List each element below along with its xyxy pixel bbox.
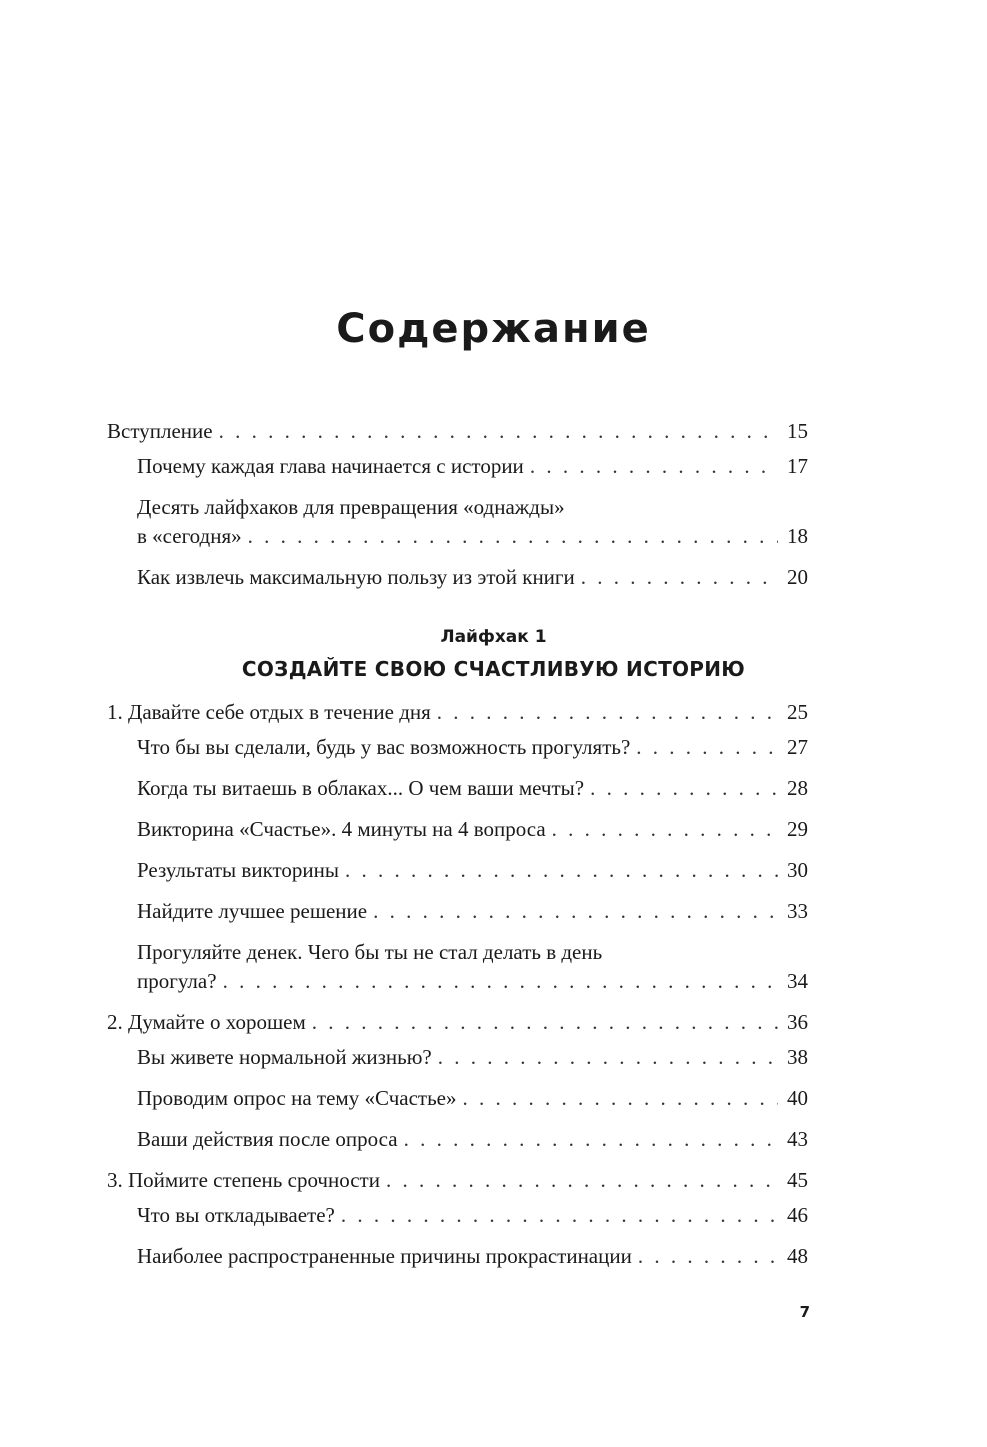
toc-entry-label: Найдите лучшее решение bbox=[137, 899, 368, 923]
toc-entry[interactable] bbox=[137, 773, 808, 803]
toc-entry-label-line1: Прогуляйте денек. Чего бы ты не стал делать в день bbox=[137, 940, 603, 964]
toc-chapter-1[interactable] bbox=[107, 697, 808, 727]
toc-entry-label: 1. Давайте себе отдых в течение дня bbox=[107, 700, 431, 724]
toc-entry-label: Вы живете нормальной жизнью? bbox=[137, 1045, 432, 1069]
section-title: СОЗДАЙТЕ СВОЮ СЧАСТЛИВУЮ ИСТОРИЮ bbox=[241, 657, 746, 681]
page-title: Содержание bbox=[336, 306, 651, 352]
toc-entry-label: 3. Поймите степень срочности bbox=[107, 1168, 380, 1192]
dot-leader bbox=[223, 966, 778, 996]
dot-leader bbox=[248, 521, 778, 551]
toc-page-number: 33 bbox=[787, 899, 808, 923]
toc-page-number: 43 bbox=[787, 1127, 808, 1151]
toc-entry-label: Проводим опрос на тему «Счастье» bbox=[137, 1086, 457, 1110]
toc-chapter-2[interactable] bbox=[107, 1007, 808, 1037]
toc-entry-label: Как извлечь максимальную пользу из этой книги bbox=[137, 565, 575, 589]
toc-page-number: 20 bbox=[787, 565, 808, 589]
toc-entry-label: Почему каждая глава начинается с истории bbox=[137, 454, 524, 478]
toc-page-number: 17 bbox=[787, 454, 808, 478]
toc-entry-label: Результаты викторины bbox=[137, 858, 339, 882]
dot-leader bbox=[590, 773, 778, 803]
dot-leader bbox=[373, 896, 778, 926]
toc-entry[interactable] bbox=[137, 732, 808, 762]
dot-leader bbox=[345, 855, 778, 885]
toc-entry-label: Что бы вы сделали, будь у вас возможность прогулять? bbox=[137, 735, 631, 759]
toc-page-number: 28 bbox=[787, 776, 808, 800]
toc-entry-label: Ваши действия после опроса bbox=[137, 1127, 398, 1151]
section-label: Лайфхак 1 bbox=[440, 627, 547, 647]
toc-entry-label: Что вы откладываете? bbox=[137, 1203, 335, 1227]
dot-leader bbox=[462, 1083, 778, 1113]
dot-leader bbox=[638, 1241, 778, 1271]
toc-page-number: 48 bbox=[787, 1244, 808, 1268]
dot-leader bbox=[581, 562, 778, 592]
toc-entry-label: прогула? bbox=[137, 969, 217, 993]
toc-entry[interactable] bbox=[137, 1083, 808, 1113]
toc-entry-label-line1: Десять лайфхаков для превращения «однажды» bbox=[137, 495, 565, 519]
toc-entry[interactable] bbox=[137, 1241, 808, 1271]
toc-page-number: 27 bbox=[787, 735, 808, 759]
toc-chapter-3[interactable] bbox=[107, 1165, 808, 1195]
toc-page-number: 36 bbox=[787, 1010, 808, 1034]
toc-page-number: 40 bbox=[787, 1086, 808, 1110]
toc-entry[interactable] bbox=[137, 1042, 808, 1072]
toc-entry-label: 2. Думайте о хорошем bbox=[107, 1010, 306, 1034]
toc-page-number: 18 bbox=[787, 524, 808, 548]
toc-page-number: 45 bbox=[787, 1168, 808, 1192]
toc-entry[interactable] bbox=[137, 1200, 808, 1230]
toc-page-number: 34 bbox=[787, 969, 808, 993]
toc-page-number: 46 bbox=[787, 1203, 808, 1227]
toc-entry[interactable] bbox=[137, 451, 808, 481]
toc-page-number: 15 bbox=[787, 419, 808, 443]
toc-page-number: 38 bbox=[787, 1045, 808, 1069]
toc-entry[interactable] bbox=[137, 896, 808, 926]
toc-entry[interactable] bbox=[137, 1124, 808, 1154]
dot-leader bbox=[552, 814, 778, 844]
dot-leader bbox=[437, 697, 778, 727]
toc-entry[interactable] bbox=[137, 966, 808, 996]
dot-leader bbox=[219, 416, 778, 446]
dot-leader bbox=[530, 451, 778, 481]
toc-entry-label: Наиболее распространенные причины прокрастинации bbox=[137, 1244, 632, 1268]
toc-entry[interactable] bbox=[137, 855, 808, 885]
toc-entry[interactable] bbox=[137, 562, 808, 592]
toc-entry-intro[interactable] bbox=[107, 416, 808, 446]
dot-leader bbox=[404, 1124, 778, 1154]
page-number: 7 bbox=[799, 1303, 810, 1321]
toc-entry[interactable] bbox=[137, 814, 808, 844]
dot-leader bbox=[636, 732, 778, 762]
toc-page-number: 29 bbox=[787, 817, 808, 841]
dot-leader bbox=[341, 1200, 778, 1230]
dot-leader bbox=[438, 1042, 778, 1072]
toc-entry-label: в «сегодня» bbox=[137, 524, 242, 548]
dot-leader bbox=[312, 1007, 778, 1037]
dot-leader bbox=[386, 1165, 778, 1195]
toc-page-number: 25 bbox=[787, 700, 808, 724]
toc-entry-label: Викторина «Счастье». 4 минуты на 4 вопроса bbox=[137, 817, 546, 841]
toc-entry[interactable] bbox=[137, 521, 808, 551]
toc-entry-label: Когда ты витаешь в облаках... О чем ваши мечты? bbox=[137, 776, 585, 800]
toc-page-number: 30 bbox=[787, 858, 808, 882]
toc-entry-label: Вступление bbox=[107, 419, 213, 443]
